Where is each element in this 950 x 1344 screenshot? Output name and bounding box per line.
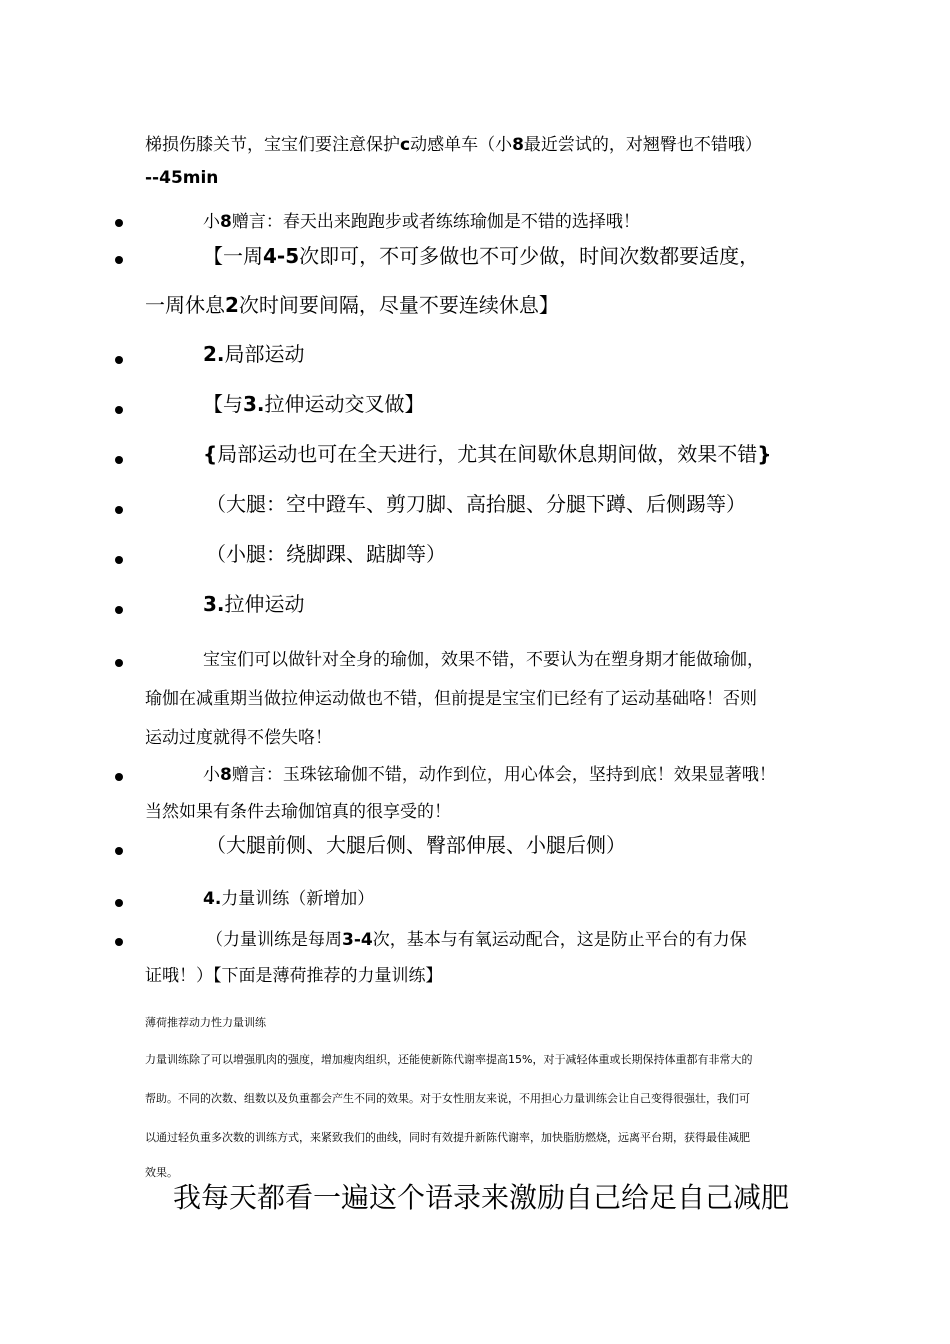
list-item: （力量训练是每周3-4次，基本与有氧运动配合，这是防止平台的有力保 [206, 930, 747, 950]
text-line: 力量训练除了可以增强肌肉的强度，增加瘦肉组织，还能使新陈代谢率提高15%，对于减轻体重或长期保持体重都有非常大的 [145, 1053, 753, 1066]
text-line: 运动过度就得不偿失咯！ [145, 728, 332, 748]
list-item: 【一周4-5次即可，不可多做也不可少做，时间次数都要适度， [203, 244, 760, 268]
list-item: 小8赠言：玉珠铉瑜伽不错，动作到位，用心体会，坚持到底！效果显著哦！ [203, 765, 776, 785]
text-line: 帮助。不同的次数、组数以及负重都会产生不同的效果。对于女性朋友来说，不用担心力量训练会让自己变得很强壮，我们可 [145, 1092, 750, 1105]
text-line: 效果。 [145, 1166, 178, 1179]
list-item: （小腿：绕脚踝、踮脚等） [206, 542, 446, 566]
bullet-marker [115, 659, 123, 667]
list-item: 3.拉伸运动 [203, 592, 305, 616]
list-item: 宝宝们可以做针对全身的瑜伽，效果不错，不要认为在塑身期才能做瑜伽， [203, 650, 764, 670]
bullet-marker [115, 506, 123, 514]
list-item: 小8赠言：春天出来跑跑步或者练练瑜伽是不错的选择哦！ [203, 212, 640, 232]
bullet-marker [115, 847, 123, 855]
text-line: 当然如果有条件去瑜伽馆真的很享受的！ [145, 802, 451, 822]
bullet-marker [115, 219, 123, 227]
text-line: 以通过轻负重多次数的训练方式，来紧致我们的曲线，同时有效提升新陈代谢率，加快脂肪燃烧，远离平台期，获得最佳减肥 [145, 1131, 750, 1144]
list-item: （大腿前侧、大腿后侧、臀部伸展、小腿后侧） [206, 833, 626, 857]
text-line: 证哦！）【下面是薄荷推荐的力量训练】 [145, 966, 443, 986]
bullet-marker [115, 356, 123, 364]
bullet-marker [115, 899, 123, 907]
text-line: 瑜伽在减重期当做拉伸运动做也不错，但前提是宝宝们已经有了运动基础咯！否则 [145, 689, 757, 709]
text-line: --45min [145, 168, 219, 188]
bullet-marker [115, 256, 123, 264]
bullet-marker [115, 556, 123, 564]
list-item: 4.力量训练（新增加） [203, 889, 375, 909]
large-quote-line: 我每天都看一遍这个语录来激励自己给足自己减肥 [173, 1181, 790, 1214]
bullet-marker [115, 456, 123, 464]
list-item: （大腿：空中蹬车、剪刀脚、高抬腿、分腿下蹲、后侧踢等） [206, 492, 746, 516]
bullet-marker [115, 938, 123, 946]
bullet-marker [115, 406, 123, 414]
text-line: 梯损伤膝关节，宝宝们要注意保护c动感单车（小8最近尝试的，对翘臀也不错哦） [145, 135, 762, 155]
list-item: {局部运动也可在全天进行，尤其在间歇休息期间做，效果不错} [203, 442, 772, 466]
list-item: 【与3.拉伸运动交叉做】 [203, 392, 425, 416]
bullet-marker [115, 606, 123, 614]
bullet-marker [115, 773, 123, 781]
section-heading: 薄荷推荐动力性力量训练 [145, 1016, 266, 1029]
list-item: 2.局部运动 [203, 342, 305, 366]
text-line: 一周休息2次时间要间隔，尽量不要连续休息】 [145, 293, 559, 317]
